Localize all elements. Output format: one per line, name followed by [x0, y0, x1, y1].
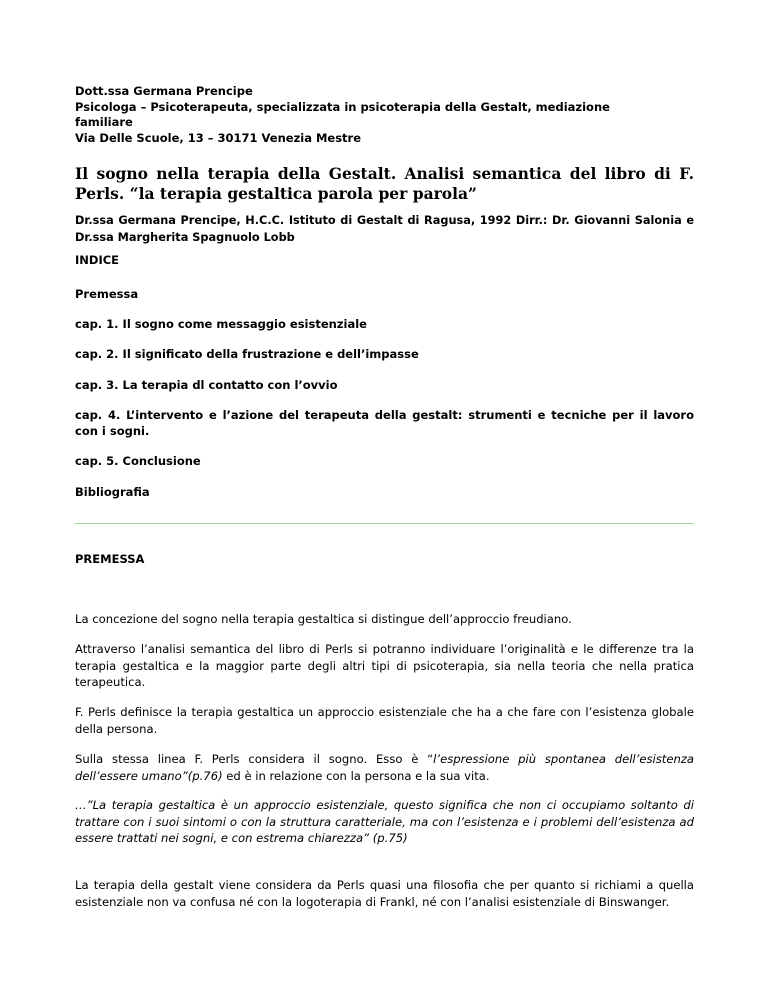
- document-title: Il sogno nella terapia della Gestalt. Analisi semantica del libro di F. Perls. “la terapia gestaltica parola per parola”: [75, 164, 694, 203]
- index-item-cap4[interactable]: cap. 4. L’intervento e l’azione del terapeuta della gestalt: strumenti e tecniche per il lavoro con i sogni.: [75, 408, 694, 438]
- document-subtitle: Dr.ssa Germana Prencipe, H.C.C. Istituto di Gestalt di Ragusa, 1992 Dirr.: Dr. Giovanni Salonia e Dr.ssa Margherita Spagnuolo Lobb: [75, 214, 694, 244]
- paragraph-1: La concezione del sogno nella terapia gestaltica si distingue dell’approccio freudiano.: [75, 612, 572, 626]
- author-name: Dott.ssa Germana Prencipe: [75, 84, 253, 98]
- section-divider: [75, 523, 694, 524]
- paragraph-4-end: ed è in relazione con la persona e la sua vita.: [222, 768, 490, 783]
- index-item-cap1[interactable]: cap. 1. Il sogno come messaggio esistenziale: [75, 317, 367, 331]
- author-block: [75, 84, 694, 146]
- index-item-cap3[interactable]: cap. 3. La terapia dl contatto con l’ovvio: [75, 378, 338, 392]
- index-heading: INDICE: [75, 253, 120, 267]
- index-item-premessa[interactable]: Premessa: [75, 287, 139, 301]
- premessa-heading: PREMESSA: [75, 552, 145, 566]
- paragraph-6: La terapia della gestalt viene considera da Perls quasi una filosofia che per quanto si richiami a quella esistenziale non va confusa né con la logoterapia di Frankl, né con l’analisi esistenziale di Binswanger.: [75, 878, 694, 909]
- paragraph-4-quote: l’espressione più spontanea dell’esistenza dell’essere umano”(p.76): [75, 752, 694, 783]
- index-item-cap5[interactable]: cap. 5. Conclusione: [75, 454, 201, 468]
- paragraph-4-start: Sulla stessa linea F. Perls considera il sogno. Esso è “: [75, 752, 434, 766]
- author-role: Psicologa – Psicoterapeuta, specializzata in psicoterapia della Gestalt, mediazione: [75, 99, 610, 114]
- index-item-cap2[interactable]: cap. 2. Il significato della frustrazione e dell’impasse: [75, 347, 419, 361]
- paragraph-3: F. Perls definisce la terapia gestaltica un approccio esistenziale che ha a che fare con l’esistenza globale della persona.: [75, 705, 694, 736]
- paragraph-5-quote: …”La terapia gestaltica è un approccio esistenziale, questo significa che non ci occupiamo soltanto di trattare con i suoi sintomi o con la struttura caratteriale, ma con l’esistenza e i problemi dell’esistenza ad essere trattati nei sogni, e con estrema chiarezza” (p.75): [75, 798, 694, 845]
- paragraph-4: [75, 751, 694, 784]
- paragraph-2: Attraverso l’analisi semantica del libro di Perls si potranno individuare l’originalità e le differenze tra la terapia gestaltica e la maggior parte degli altri tipi di psicoterapia, sia nella teoria che nella pratica terapeutica.: [75, 642, 694, 689]
- author-role-continued: familiare: [75, 115, 133, 129]
- author-address: Via Delle Scuole, 13 – 30171 Venezia Mestre: [75, 130, 362, 145]
- index-item-bibliografia[interactable]: Bibliografia: [75, 485, 150, 499]
